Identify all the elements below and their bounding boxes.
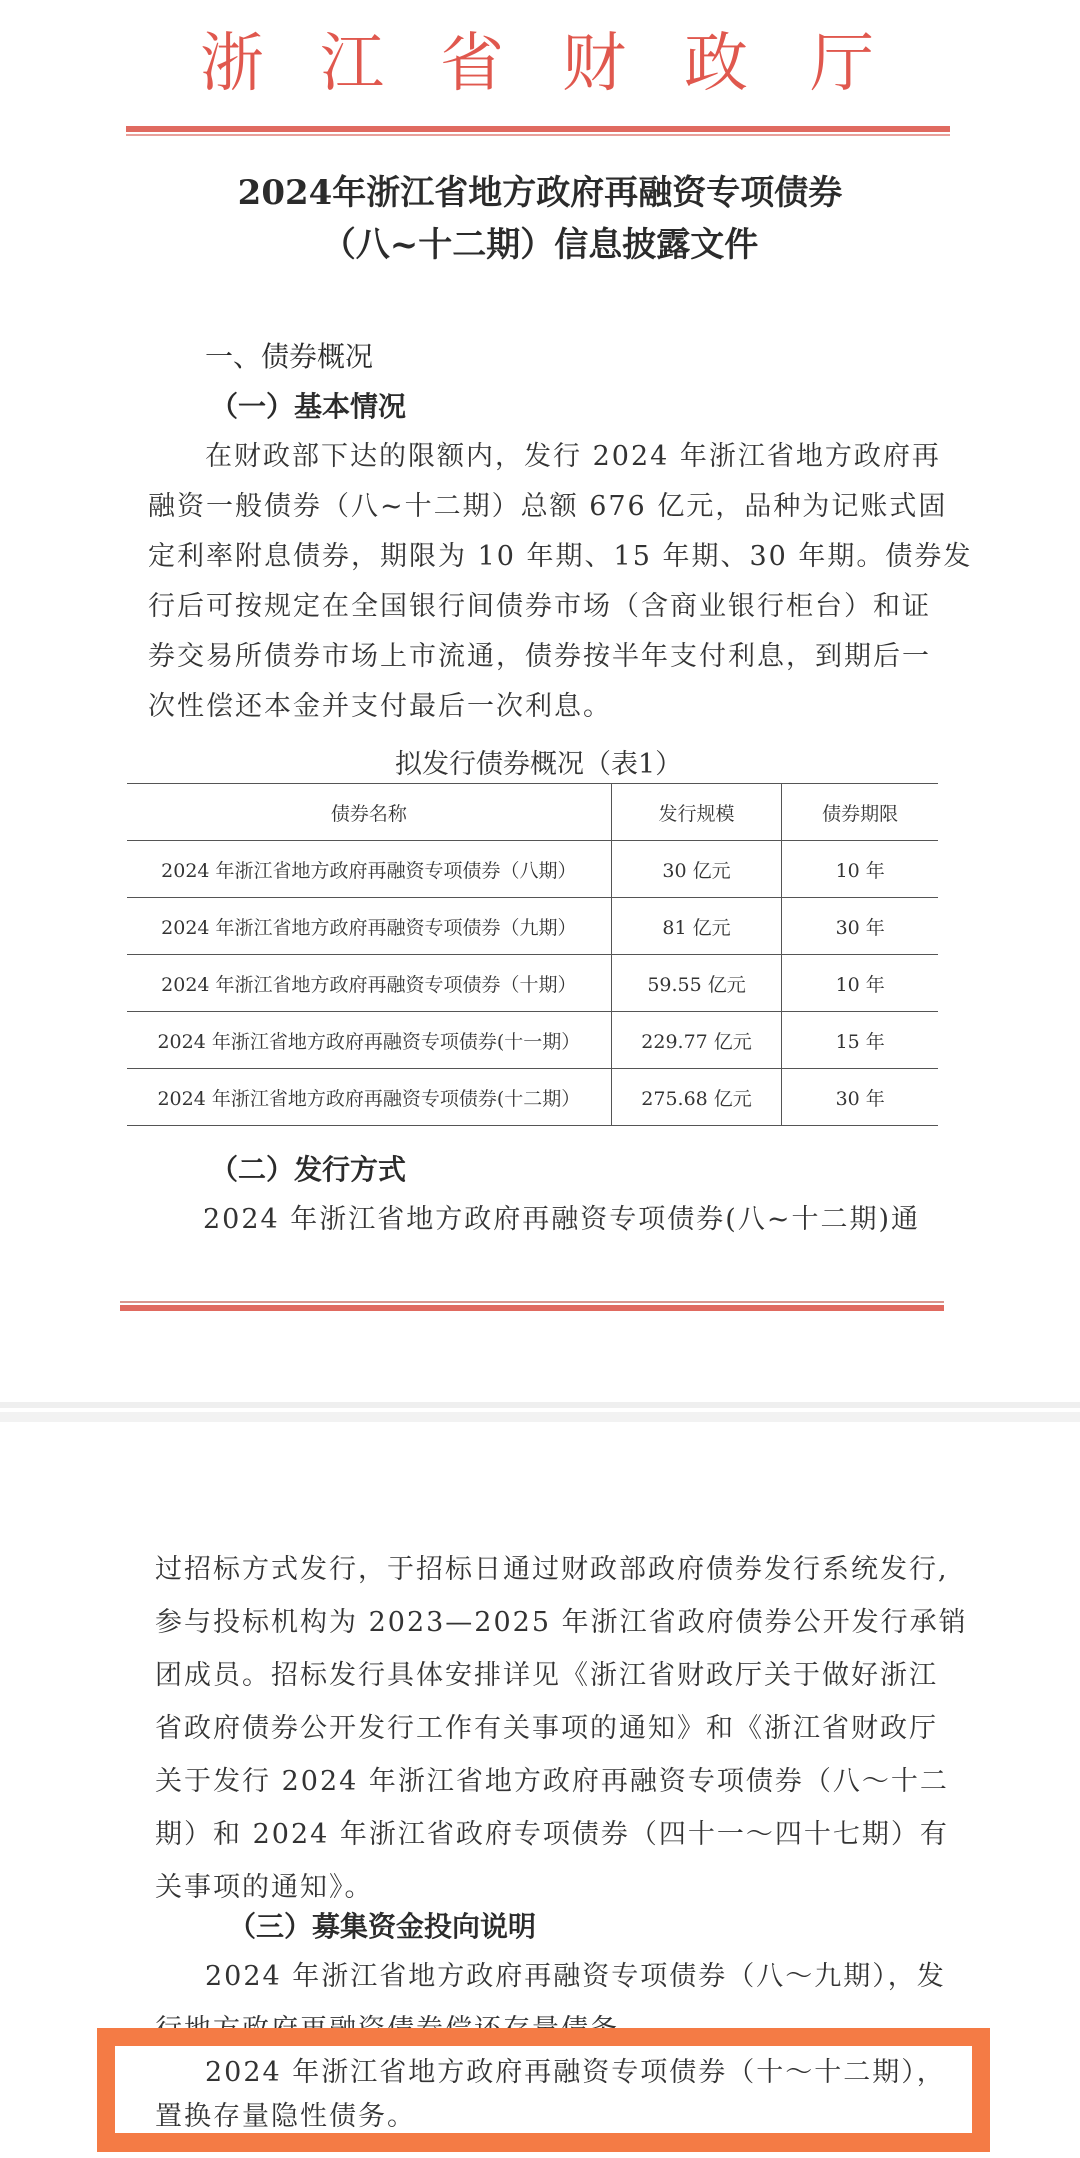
paragraph-line: 券交易所债券市场上市流通，债券按半年支付利息，到期后一: [148, 641, 931, 672]
document-title-line2: （八~十二期）信息披露文件: [321, 225, 759, 265]
issue-size-cell: 275.68 亿元: [611, 1069, 782, 1126]
letterhead-divider-thin: [126, 134, 950, 136]
bond-name-cell: 2024 年浙江省地方政府再融资专项债券（十期）: [127, 955, 611, 1012]
table-header-row: [127, 784, 938, 841]
letterhead-char: 政: [684, 27, 748, 101]
table-row: [127, 1012, 938, 1069]
page-footer-divider: [120, 1305, 944, 1311]
subsection-heading-basic: （一）基本情况: [210, 390, 407, 423]
paragraph-line: 团成员。招标发行具体安排详见《浙江省财政厅关于做好浙江: [155, 1660, 938, 1691]
term-cell: 15 年: [782, 1012, 938, 1069]
paragraph-line: 2024 年浙江省地方政府再融资专项债券(八~十二期)通: [203, 1204, 920, 1235]
section-heading: 一、债券概况: [205, 340, 374, 373]
paragraph-line: 行地方政府再融资债券偿还存量债务。: [155, 2014, 648, 2045]
page-separator: [0, 1402, 1080, 1408]
table-row: [127, 898, 938, 955]
letterhead: [0, 28, 1080, 100]
header-issue-size: 发行规模: [611, 784, 782, 841]
table-row: [127, 955, 938, 1012]
page-separator-shadow: [0, 1412, 1080, 1422]
term-cell: 10 年: [782, 955, 938, 1012]
issue-size-cell: 81 亿元: [611, 898, 782, 955]
paragraph-line: 过招标方式发行，于招标日通过财政部政府债券发行系统发行,: [155, 1554, 949, 1585]
table-row: [127, 841, 938, 898]
issue-size-cell: 229.77 亿元: [611, 1012, 782, 1069]
header-bond-name: 债券名称: [127, 784, 611, 841]
letterhead-char: 省: [440, 27, 504, 101]
letterhead-divider: [126, 126, 950, 132]
paragraph-line: 融资一般债券（八~十二期）总额 676 亿元，品种为记账式固: [148, 491, 948, 522]
issue-size-cell: 59.55 亿元: [611, 955, 782, 1012]
document-title-line1: 2024年浙江省地方政府再融资专项债券: [237, 173, 843, 213]
bond-name-cell: 2024 年浙江省地方政府再融资专项债券(十二期）: [127, 1069, 611, 1126]
table-caption: 拟发行债券概况（表1）: [395, 749, 683, 780]
term-cell: 30 年: [782, 898, 938, 955]
letterhead-char: 江: [320, 27, 384, 101]
bond-name-cell: 2024 年浙江省地方政府再融资专项债券（八期）: [127, 841, 611, 898]
issue-size-cell: 30 亿元: [611, 841, 782, 898]
paragraph-line: 期）和 2024 年浙江省政府专项债券（四十一～四十七期）有: [155, 1819, 949, 1850]
letterhead-char: 厅: [810, 27, 874, 101]
table-row: [127, 1069, 938, 1126]
paragraph-line: 在财政部下达的限额内，发行 2024 年浙江省地方政府再: [205, 441, 941, 472]
subsection-heading-issuance: （二）发行方式: [210, 1153, 407, 1186]
term-cell: 30 年: [782, 1069, 938, 1126]
paragraph-line: 省政府债券公开发行工作有关事项的通知》和《浙江省财政厅: [155, 1713, 938, 1744]
page-footer-divider-thin: [120, 1301, 944, 1303]
highlighted-line: 置换存量隐性债务。: [155, 2101, 416, 2132]
term-cell: 10 年: [782, 841, 938, 898]
letterhead-char: 财: [562, 27, 626, 101]
header-term: 债券期限: [782, 784, 938, 841]
bond-name-cell: 2024 年浙江省地方政府再融资专项债券（九期）: [127, 898, 611, 955]
paragraph-line: 2024 年浙江省地方政府再融资专项债券（八～九期），发: [205, 1961, 946, 1992]
letterhead-char: 浙: [200, 27, 264, 101]
bond-table: [127, 783, 938, 1126]
paragraph-line: 定利率附息债券，期限为 10 年期、15 年期、30 年期。债券发: [148, 541, 973, 572]
highlighted-line: 2024 年浙江省地方政府再融资专项债券（十～十二期），: [205, 2057, 946, 2088]
subsection-heading-fund-use: （三）募集资金投向说明: [228, 1910, 537, 1943]
paragraph-line: 行后可按规定在全国银行间债券市场（含商业银行柜台）和证: [148, 591, 931, 622]
paragraph-line: 关于发行 2024 年浙江省地方政府再融资专项债券（八～十二: [155, 1766, 949, 1797]
bond-name-cell: 2024 年浙江省地方政府再融资专项债券(十一期）: [127, 1012, 611, 1069]
paragraph-line: 次性偿还本金并支付最后一次利息。: [148, 691, 612, 722]
paragraph-line: 参与投标机构为 2023—2025 年浙江省政府债券公开发行承销: [155, 1607, 968, 1638]
paragraph-line: 关事项的通知》。: [155, 1872, 374, 1903]
